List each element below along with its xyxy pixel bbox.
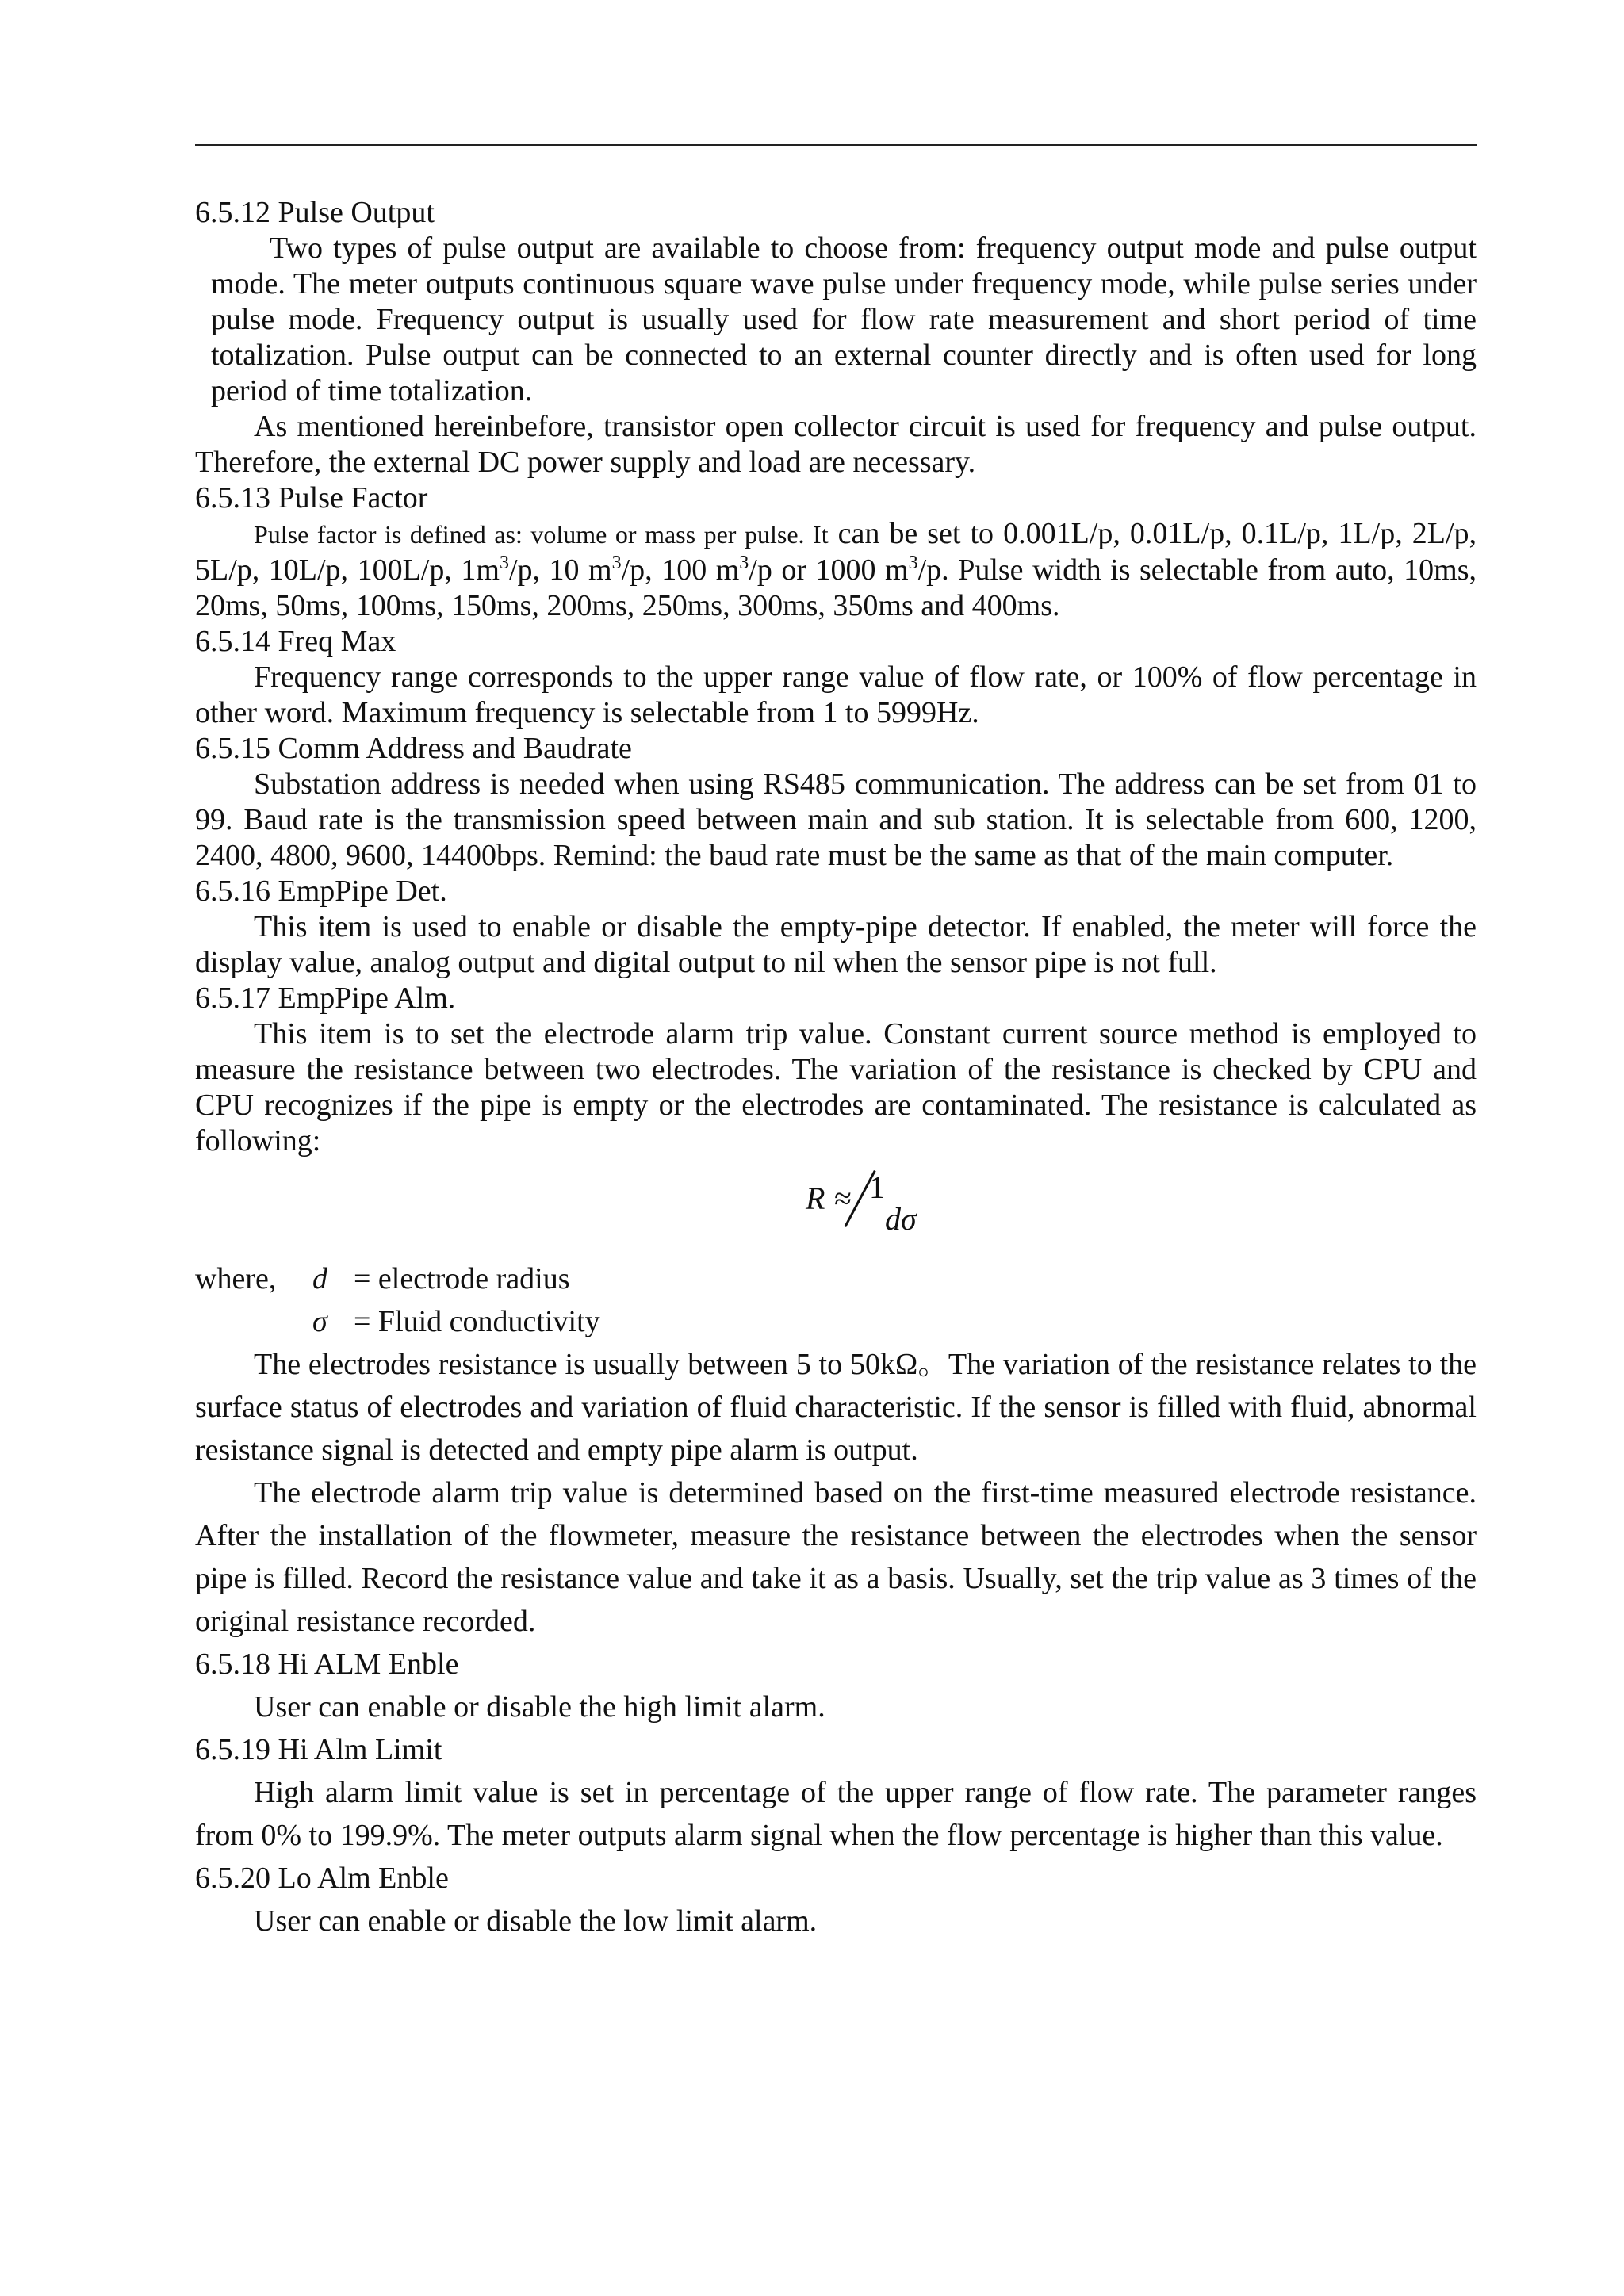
where-definition: = Fluid conductivity (354, 1305, 600, 1338)
header-rule (195, 144, 1477, 146)
where-line (195, 1257, 1477, 1300)
section-heading: 6.5.14 Freq Max (195, 625, 396, 658)
paragraph: This item is to set the electrode alarm trip value. Constant current source method is employed to measure the resistance between two electrodes. The variation of the resistance is checked by CPU and CPU recognizes if the pipe is empty or the electrodes are contaminated. The resistance is calculated as following: (195, 1017, 1477, 1158)
paragraph: User can enable or disable the low limit alarm. (254, 1904, 818, 1938)
section-heading: 6.5.19 Hi Alm Limit (195, 1733, 442, 1766)
resistance-formula (195, 1162, 1477, 1257)
superscript: 3 (611, 553, 622, 573)
superscript: 3 (739, 553, 749, 573)
formula-approx: ≈ (834, 1181, 852, 1216)
paragraph: As mentioned hereinbefore, transistor open collector circuit is used for frequency and pulse output. Therefore, the external DC power supply and load are necessary. (195, 410, 1477, 479)
superscript: 3 (908, 553, 918, 573)
paragraph: Substation address is needed when using RS485 communication. The address can be set from 01 to 99. Baud rate is the transmission speed between main and sub station. It is selectable from 600, 1200, 2400, 4800, 9600, 14400bps. Remind: the baud rate must be the same as that of the main computer. (195, 767, 1477, 872)
where-symbol: d (312, 1262, 327, 1295)
section-heading: 6.5.20 Lo Alm Enble (195, 1862, 449, 1895)
section-heading: 6.5.16 EmpPipe Det. (195, 874, 447, 908)
text-run: /p, 10 m (508, 553, 612, 587)
section-heading: 6.5.13 Pulse Factor (195, 481, 428, 515)
formula-lhs: R (806, 1181, 825, 1216)
superscript: 3 (499, 553, 509, 573)
where-line (195, 1300, 1477, 1343)
text-run: /p or 1000 m (749, 553, 909, 587)
where-label: where, (195, 1262, 277, 1295)
formula-numerator: 1 (869, 1169, 885, 1205)
section-heading: 6.5.18 Hi ALM Enble (195, 1647, 459, 1681)
section-heading: 6.5.12 Pulse Output (195, 196, 435, 229)
section-heading: 6.5.17 EmpPipe Alm. (195, 982, 456, 1015)
paragraph: The electrodes resistance is usually between 5 to 50kΩ。The variation of the resistance relates to the surface status of electrodes and variation of fluid characteristic. If the sensor is filled with fluid, abnormal resistance signal is detected and empty pipe alarm is output. (195, 1348, 1477, 1467)
formula-denominator: dσ (885, 1201, 917, 1237)
paragraph: Two types of pulse output are available to choose from: frequency output mode and pulse output mode. The meter outputs continuous square wave pulse under frequency mode, while pulse series under pulse mode. Frequency output is usually used for flow rate measurement and short period of time totalization. Pulse output can be connected to an external counter directly and is often used for long period of time totalization. (211, 232, 1477, 408)
text-run: /p. Pulse width is selectable from auto, 10ms, 20ms, 50ms, 100ms, 150ms, 200ms, 250ms, 300ms, 350ms and 400ms. (195, 553, 1477, 622)
paragraph: High alarm limit value is set in percentage of the upper range of flow rate. The parameter ranges from 0% to 199.9%. The meter outputs alarm signal when the flow percentage is higher than this value. (195, 1776, 1477, 1852)
where-symbol: σ (312, 1305, 327, 1338)
paragraph (195, 516, 1477, 624)
paragraph: This item is used to enable or disable the empty-pipe detector. If enabled, the meter will force the display value, analog output and digital output to nil when the sensor pipe is not full. (195, 910, 1477, 979)
paragraph: Frequency range corresponds to the upper range value of flow rate, or 100% of flow percentage in other word. Maximum frequency is selectable from 1 to 5999Hz. (195, 660, 1477, 729)
page-body (195, 195, 1477, 1942)
text-run: can be set to 0.001L/p, 0.01L/p, 0.1L/p, 1L/p, 2L/p, 5L/p, 10L/p, 100L/p, 1m (195, 517, 1477, 587)
where-definition: = electrode radius (354, 1262, 570, 1295)
small-lead-text: Pulse factor is defined as: volume or mass per pulse. It (254, 520, 829, 549)
text-run: /p, 100 m (621, 553, 740, 587)
section-heading: 6.5.15 Comm Address and Baudrate (195, 732, 632, 765)
paragraph: The electrode alarm trip value is determined based on the first-time measured electrode resistance. After the installation of the flowmeter, measure the resistance between the electrodes when the sensor pipe is filled. Record the resistance value and take it as a basis. Usually, set the trip value as 3 times of the original resistance recorded. (195, 1476, 1477, 1638)
paragraph: User can enable or disable the high limit alarm. (254, 1690, 825, 1724)
